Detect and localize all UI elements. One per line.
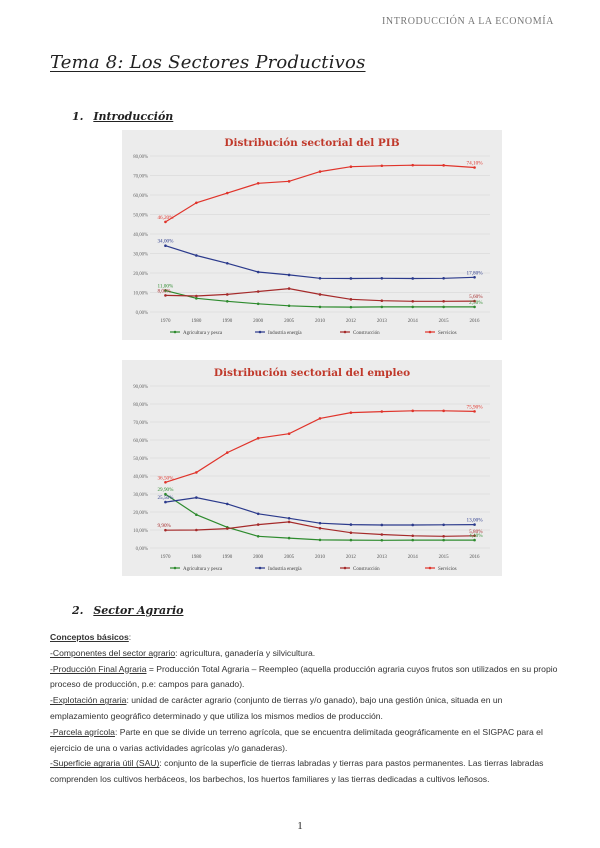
data-label: 46,20% <box>157 214 174 221</box>
data-point <box>381 524 384 527</box>
y-tick-label: 70,00% <box>133 421 148 426</box>
x-tick-label: 2005 <box>284 319 295 324</box>
y-tick-label: 30,00% <box>133 493 148 498</box>
data-point <box>473 410 476 413</box>
data-point <box>288 517 291 520</box>
x-tick-label: 2005 <box>284 555 295 560</box>
x-tick-label: 2016 <box>469 319 480 324</box>
y-tick-label: 50,00% <box>133 213 148 219</box>
data-point <box>473 306 476 309</box>
legend-marker <box>174 331 177 334</box>
y-tick-label: 60,00% <box>133 194 148 199</box>
page-number: 1 <box>297 820 303 832</box>
chart-empleo <box>122 360 502 576</box>
data-point <box>442 410 445 413</box>
data-point <box>473 523 476 526</box>
data-point <box>164 221 167 224</box>
data-point <box>288 274 291 277</box>
data-label: 5,60% <box>469 294 483 301</box>
x-tick-label: 2014 <box>407 555 418 560</box>
body-text <box>50 630 560 788</box>
legend-label: Industria energía <box>268 567 302 572</box>
data-point <box>257 523 260 526</box>
data-point <box>442 539 445 542</box>
running-header: INTRODUCCIÓN A LA ECONOMÍA <box>382 16 554 27</box>
data-point <box>164 481 167 484</box>
data-point <box>257 290 260 293</box>
y-tick-label: 90,00% <box>133 385 148 390</box>
x-tick-label: 2013 <box>376 555 387 560</box>
y-tick-label: 40,00% <box>133 475 148 480</box>
concept-item: -Superficie agraria útil (SAU): conjunto de la superficie de tierras labradas y tierras para pastos permanentes. Las tierras labradas comprenden los cultivos herbáceos, los barbechos, los huertos familiares y las tierras dedicadas a cultivos leñosos. <box>50 758 544 785</box>
data-point <box>226 527 229 530</box>
series-line <box>166 165 475 222</box>
data-point <box>442 535 445 538</box>
data-point <box>350 277 353 280</box>
chart-title: Distribución sectorial del PIB <box>224 137 400 149</box>
legend-marker <box>429 331 432 334</box>
data-point <box>411 524 414 527</box>
chart-title: Distribución sectorial del empleo <box>213 367 411 379</box>
document-title: Tema 8: Los Sectores Productivos <box>50 52 366 73</box>
concept-item: -Explotación agraria: unidad de carácter agrario (conjunto de tierras y/o ganado), bajo una gestión única, situada en un emplazamiento geográfico determinado y que utiliza los mismos medios de producción. <box>50 695 503 721</box>
chart-pib-svg <box>122 130 502 340</box>
x-tick-label: 2015 <box>438 555 449 560</box>
data-point <box>319 306 322 309</box>
data-label: 36,50% <box>157 475 174 482</box>
data-point <box>319 539 322 542</box>
y-tick-label: 10,00% <box>133 291 148 297</box>
y-tick-label: 70,00% <box>133 174 148 180</box>
data-point <box>442 277 445 280</box>
data-point <box>442 306 445 309</box>
legend-marker <box>429 567 432 570</box>
data-point <box>195 202 198 205</box>
y-tick-label: 10,00% <box>133 529 148 534</box>
data-label: 17,80% <box>466 270 483 277</box>
concept-term: -Explotación agraria <box>50 695 127 706</box>
data-point <box>350 411 353 414</box>
data-label: 74,10% <box>466 160 483 167</box>
data-point <box>257 271 260 274</box>
data-point <box>164 501 167 504</box>
data-point <box>257 513 260 516</box>
section-number: 1. <box>72 110 84 123</box>
data-point <box>195 295 198 298</box>
x-tick-label: 1990 <box>222 555 233 560</box>
series-line <box>166 411 475 483</box>
data-point <box>257 535 260 538</box>
data-point <box>381 299 384 302</box>
data-label: 29,90% <box>157 487 174 494</box>
data-label: 75,90% <box>466 404 483 411</box>
data-point <box>411 306 414 309</box>
data-point <box>319 277 322 280</box>
chart-empleo-svg <box>122 360 502 576</box>
legend-marker <box>259 567 262 570</box>
legend-marker <box>344 331 347 334</box>
data-point <box>226 192 229 195</box>
data-point <box>350 306 353 309</box>
data-point <box>195 496 198 499</box>
y-tick-label: 60,00% <box>133 439 148 444</box>
data-point <box>226 293 229 296</box>
data-point <box>350 523 353 526</box>
data-point <box>381 410 384 413</box>
data-label: 4,40% <box>469 533 483 540</box>
data-point <box>473 539 476 542</box>
data-label: 25,50% <box>157 495 174 502</box>
data-point <box>381 277 384 280</box>
x-tick-label: 2000 <box>253 555 264 560</box>
data-point <box>288 432 291 435</box>
data-point <box>226 503 229 506</box>
legend-label: Agricultura y pesca <box>183 331 223 336</box>
data-point <box>164 529 167 532</box>
y-tick-label: 50,00% <box>133 457 148 462</box>
x-tick-label: 1990 <box>222 319 233 324</box>
x-tick-label: 1970 <box>160 319 171 324</box>
data-point <box>257 303 260 306</box>
y-tick-label: 20,00% <box>133 272 148 277</box>
data-point <box>195 254 198 257</box>
concept-term: -Superficie agraria útil (SAU) <box>50 758 160 769</box>
legend-marker <box>174 567 177 570</box>
x-tick-label: 2010 <box>315 319 325 324</box>
data-point <box>381 306 384 309</box>
chart-pib <box>122 130 502 340</box>
series-line <box>166 246 475 279</box>
data-label: 8,00% <box>157 288 171 295</box>
legend-marker <box>344 567 347 570</box>
data-point <box>411 534 414 537</box>
data-point <box>226 262 229 265</box>
x-tick-label: 2016 <box>469 555 480 560</box>
section-title: Sector Agrario <box>93 604 184 617</box>
section-number: 2. <box>72 604 84 617</box>
data-point <box>195 529 198 532</box>
x-tick-label: 1980 <box>191 319 202 324</box>
x-tick-label: 2010 <box>315 555 325 560</box>
x-tick-label: 2014 <box>407 319 418 324</box>
data-point <box>319 293 322 296</box>
concept-item: -Parcela agrícola: Parte en que se divide un terreno agrícola, que se encuentra delimitada geográficamente en el SIGPAC para el ejercicio de una o varias actividades agrícolas y/o ganaderas). <box>50 726 543 753</box>
legend-label: Construcción <box>353 567 380 572</box>
x-tick-label: 2012 <box>345 319 356 324</box>
legend-label: Construcción <box>353 331 380 336</box>
section-title: Introducción <box>93 110 174 123</box>
y-tick-label: 0,00% <box>135 547 148 552</box>
data-point <box>350 531 353 534</box>
legend-label: Servicios <box>438 567 457 572</box>
data-point <box>411 410 414 413</box>
data-point <box>288 521 291 524</box>
x-tick-label: 1980 <box>191 555 202 560</box>
data-point <box>257 437 260 440</box>
x-tick-label: 2000 <box>253 319 264 324</box>
data-label: 11,00% <box>157 283 174 290</box>
data-point <box>164 244 167 247</box>
data-point <box>411 164 414 167</box>
y-tick-label: 80,00% <box>133 155 148 160</box>
legend-label: Industria energía <box>268 331 302 336</box>
series-line <box>166 291 475 308</box>
data-point <box>195 513 198 516</box>
concept-term: -Parcela agrícola <box>50 726 115 737</box>
data-point <box>319 522 322 525</box>
data-point <box>319 170 322 173</box>
data-point <box>442 523 445 526</box>
data-point <box>411 277 414 280</box>
data-point <box>411 300 414 303</box>
data-point <box>288 180 291 183</box>
data-point <box>195 471 198 474</box>
section-heading-sector-agrario <box>72 604 183 617</box>
data-point <box>319 417 322 420</box>
concept-item: -Componentes del sector agrario: agricultura, ganadería y silvicultura. <box>50 647 316 658</box>
data-point <box>473 166 476 169</box>
data-point <box>381 533 384 536</box>
data-point <box>226 300 229 303</box>
data-label: 2,50% <box>469 299 483 306</box>
legend-label: Servicios <box>438 331 457 336</box>
data-point <box>350 539 353 542</box>
data-label: 5,80% <box>469 528 483 535</box>
x-tick-label: 2013 <box>376 319 387 324</box>
y-tick-label: 40,00% <box>133 233 148 238</box>
legend-marker <box>259 331 262 334</box>
legend-label: Agricultura y pesca <box>183 567 223 572</box>
data-point <box>350 165 353 168</box>
data-point <box>288 537 291 540</box>
data-point <box>411 539 414 542</box>
data-label: 34,00% <box>157 238 174 245</box>
concept-term: -Producción Final Agraria <box>50 663 147 674</box>
data-point <box>164 294 167 297</box>
data-point <box>195 297 198 300</box>
data-point <box>442 300 445 303</box>
y-tick-label: 20,00% <box>133 511 148 516</box>
concept-term: -Componentes del sector agrario <box>50 647 176 658</box>
data-point <box>350 298 353 301</box>
x-tick-label: 1970 <box>160 555 171 560</box>
data-label: 13,00% <box>466 517 483 524</box>
y-tick-label: 80,00% <box>133 403 148 408</box>
section-heading-introduccion <box>72 110 173 123</box>
x-tick-label: 2012 <box>345 555 356 560</box>
data-point <box>473 276 476 279</box>
y-tick-label: 0,00% <box>135 311 148 316</box>
data-point <box>288 304 291 307</box>
data-point <box>257 182 260 185</box>
x-tick-label: 2015 <box>438 319 449 324</box>
concept-item: -Producción Final Agraria = Producción Total Agraria – Reempleo (aquella producción agraria cuyos frutos son utilizados en su propio proceso de producción, p.e: campos para ganado). <box>50 663 558 690</box>
data-point <box>442 164 445 167</box>
data-point <box>381 539 384 542</box>
data-point <box>288 287 291 290</box>
data-label: 9,90% <box>157 523 171 530</box>
data-point <box>319 527 322 530</box>
data-point <box>226 451 229 454</box>
data-point <box>381 164 384 167</box>
y-tick-label: 30,00% <box>133 252 148 258</box>
concepts-heading: Conceptos básicos: <box>50 632 132 642</box>
